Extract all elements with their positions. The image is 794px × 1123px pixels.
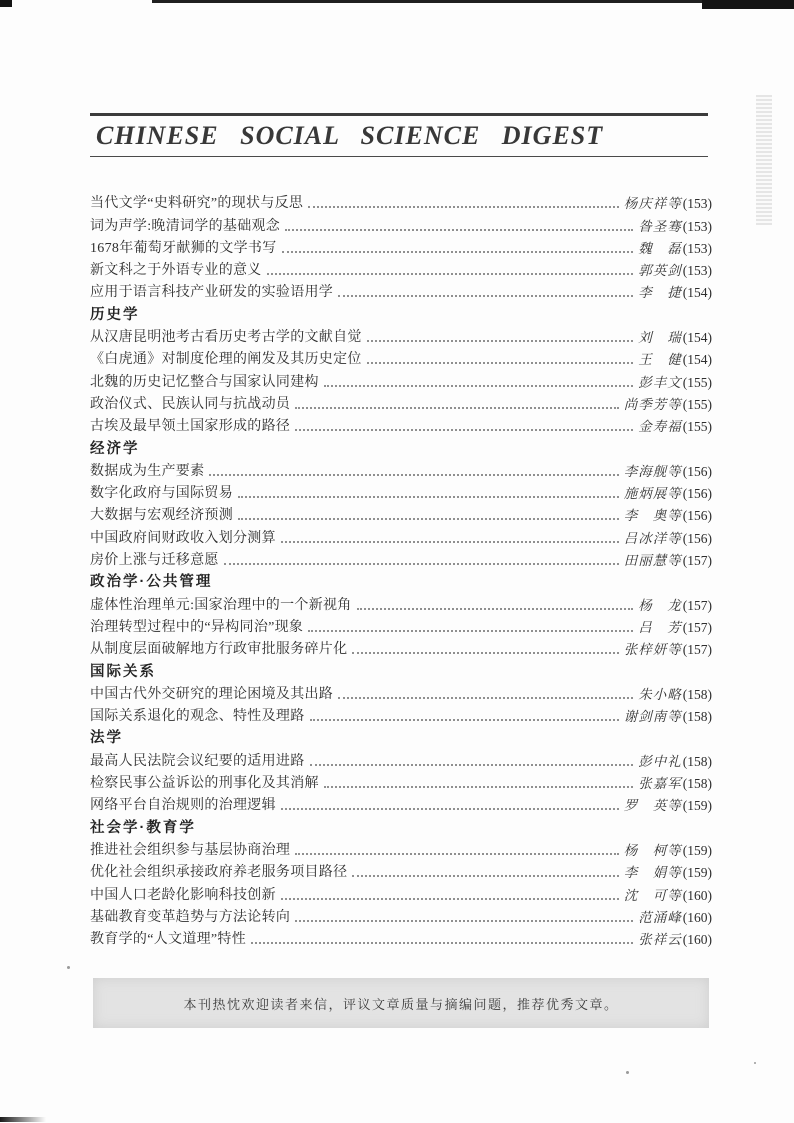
entry-title: 古埃及最早领土国家形成的路径 <box>90 419 291 435</box>
toc-entry <box>90 547 712 569</box>
dotted-leader <box>238 496 619 498</box>
scan-artifact-top-right <box>702 0 794 9</box>
toc-entry <box>90 747 712 769</box>
toc-entry <box>90 859 712 881</box>
entry-title: 优化社会组织承接政府养老服务项目路径 <box>90 865 348 881</box>
dotted-leader <box>310 719 619 721</box>
entry-title: 教育学的“人文道理”特性 <box>90 932 247 948</box>
entry-page: (155) <box>682 374 712 390</box>
entry-page: (158) <box>682 709 712 725</box>
toc-entry <box>90 346 712 368</box>
dotted-leader <box>295 920 633 922</box>
dotted-leader <box>251 942 633 944</box>
scan-speck <box>67 966 70 969</box>
entry-page: (159) <box>682 865 712 881</box>
dotted-leader <box>281 541 619 543</box>
entry-page: (158) <box>682 753 712 769</box>
entry-title: 从汉唐昆明池考古看历史考古学的文献自觉 <box>90 330 362 346</box>
entry-author: 罗 英等 <box>623 798 682 814</box>
dotted-leader <box>367 362 634 364</box>
scan-artifact-right-streak <box>756 95 772 225</box>
dotted-leader <box>338 697 633 699</box>
entry-title: 词为声学:晚清词学的基础观念 <box>90 218 281 234</box>
masthead <box>90 113 708 157</box>
toc-entry <box>90 636 712 658</box>
toc-entry <box>90 614 712 636</box>
entry-page: (157) <box>682 553 712 569</box>
entry-title: 新文科之于外语专业的意义 <box>90 263 262 279</box>
toc-entry <box>90 235 712 257</box>
entry-page: (157) <box>682 597 712 613</box>
entry-author: 张梓妍等 <box>623 642 682 658</box>
scan-speck <box>626 1071 629 1074</box>
entry-title: 检察民事公益诉讼的刑事化及其消解 <box>90 776 319 792</box>
entry-title: 治理转型过程中的“异构同治”现象 <box>90 619 304 635</box>
toc-entry <box>90 190 712 212</box>
entry-title: 中国古代外交研究的理论困境及其出路 <box>90 686 334 702</box>
toc-entry <box>90 391 712 413</box>
entry-author: 李 奥等 <box>623 508 682 524</box>
scan-artifact-bottom-left <box>0 1117 46 1122</box>
entry-title: 数字化政府与国际贸易 <box>90 486 233 502</box>
toc-list <box>90 190 712 948</box>
entry-page: (160) <box>682 932 712 948</box>
toc-entry <box>90 524 712 546</box>
dotted-leader <box>357 608 634 610</box>
entry-title: 北魏的历史记忆整合与国家认同建构 <box>90 374 319 390</box>
entry-title: 当代文学“史料研究”的现状与反思 <box>90 196 304 212</box>
dotted-leader <box>308 630 633 632</box>
dotted-leader <box>324 385 633 387</box>
dotted-leader <box>338 295 633 297</box>
entry-title: 1678年葡萄牙献狮的文学书写 <box>90 240 277 256</box>
entry-author: 张祥云 <box>638 932 682 948</box>
entry-author: 郭英剑 <box>638 263 682 279</box>
entry-author: 沈 可等 <box>623 887 682 903</box>
section-header: 社会学·教育学 <box>90 819 196 836</box>
entry-author: 吕 芳 <box>638 619 682 635</box>
entry-title: 政治仪式、民族认同与抗战动员 <box>90 396 291 412</box>
entry-page: (154) <box>682 352 712 368</box>
toc-entry <box>90 413 712 435</box>
entry-title: 推进社会组织参与基层协商治理 <box>90 842 291 858</box>
entry-author: 李 捷 <box>638 285 682 301</box>
section-header: 政治学·公共管理 <box>90 574 213 591</box>
reader-notice-box <box>93 978 709 1028</box>
entry-title: 《白虎通》对制度伦理的阐发及其历史定位 <box>90 352 362 368</box>
entry-page: (155) <box>682 419 712 435</box>
journal-title: CHINESE SOCIAL SCIENCE DIGEST <box>96 120 604 150</box>
dotted-leader <box>295 429 633 431</box>
entry-page: (156) <box>682 530 712 546</box>
scan-artifact-top-left <box>0 0 12 7</box>
entry-page: (157) <box>682 642 712 658</box>
entry-author: 施炳展等 <box>623 486 682 502</box>
entry-author: 田丽慧等 <box>623 553 682 569</box>
toc-entry <box>90 591 712 613</box>
entry-author: 吕冰洋等 <box>623 530 682 546</box>
toc-entry <box>90 212 712 234</box>
dotted-leader <box>367 340 634 342</box>
entry-author: 尚季芳等 <box>623 396 682 412</box>
toc-entry <box>90 324 712 346</box>
dotted-leader <box>281 898 619 900</box>
section-header: 法学 <box>90 730 123 747</box>
entry-title: 网络平台自治规则的治理逻辑 <box>90 798 276 814</box>
masthead-rule-bottom <box>90 156 708 158</box>
entry-author: 昝圣骞 <box>638 218 682 234</box>
toc-entry <box>90 458 712 480</box>
toc-entry <box>90 837 712 859</box>
section-header: 国际关系 <box>90 663 156 680</box>
toc-entry <box>90 368 712 390</box>
entry-author: 范涌峰 <box>638 909 682 925</box>
entry-author: 朱小略 <box>638 686 682 702</box>
entry-page: (156) <box>682 486 712 502</box>
toc-entry <box>90 279 712 301</box>
entry-author: 张嘉军 <box>638 776 682 792</box>
entry-page: (160) <box>682 909 712 925</box>
entry-author: 彭丰文 <box>638 374 682 390</box>
entry-page: (155) <box>682 396 712 412</box>
entry-page: (153) <box>682 196 712 212</box>
entry-page: (154) <box>682 330 712 346</box>
entry-author: 刘 瑞 <box>638 330 682 346</box>
dotted-leader <box>281 808 619 810</box>
entry-author: 王 健 <box>638 352 682 368</box>
entry-page: (158) <box>682 686 712 702</box>
dotted-leader <box>224 563 619 565</box>
entry-page: (158) <box>682 776 712 792</box>
entry-page: (159) <box>682 798 712 814</box>
scan-speck <box>754 1062 756 1064</box>
toc-entry <box>90 257 712 279</box>
toc-entry <box>90 703 712 725</box>
dotted-leader <box>282 251 634 253</box>
entry-page: (153) <box>682 218 712 234</box>
section-header: 历史学 <box>90 306 140 323</box>
entry-author: 谢剑南等 <box>623 709 682 725</box>
entry-author: 李海舰等 <box>623 463 682 479</box>
dotted-leader <box>285 229 633 231</box>
entry-title: 基础教育变革趋势与方法论转向 <box>90 909 291 925</box>
entry-page: (153) <box>682 240 712 256</box>
reader-notice-text: 本刊热忱欢迎读者来信，评议文章质量与摘编问题，推荐优秀文章。 <box>183 996 619 1012</box>
entry-page: (157) <box>682 619 712 635</box>
section-header: 经济学 <box>90 440 140 457</box>
entry-page: (156) <box>682 508 712 524</box>
toc-entry <box>90 480 712 502</box>
dotted-leader <box>352 652 618 654</box>
entry-title: 从制度层面破解地方行政审批服务碎片化 <box>90 642 348 658</box>
entry-author: 魏 磊 <box>638 240 682 256</box>
entry-title: 最高人民法院会议纪要的适用进路 <box>90 753 305 769</box>
dotted-leader <box>267 273 634 275</box>
dotted-leader <box>295 407 619 409</box>
entry-page: (159) <box>682 842 712 858</box>
entry-author: 杨 龙 <box>638 597 682 613</box>
entry-author: 彭中礼 <box>638 753 682 769</box>
entry-title: 中国政府间财政收入划分测算 <box>90 530 276 546</box>
entry-title: 大数据与宏观经济预测 <box>90 508 233 524</box>
entry-page: (156) <box>682 463 712 479</box>
dotted-leader <box>310 764 634 766</box>
entry-title: 国际关系退化的观念、特性及理路 <box>90 709 305 725</box>
dotted-leader <box>352 875 618 877</box>
entry-author: 金寿福 <box>638 419 682 435</box>
dotted-leader <box>308 206 619 208</box>
scan-artifact-top-strip <box>152 0 708 3</box>
toc-entry <box>90 904 712 926</box>
entry-title: 应用于语言科技产业研发的实验语用学 <box>90 285 334 301</box>
entry-title: 数据成为生产要素 <box>90 463 205 479</box>
entry-title: 虚体性治理单元:国家治理中的一个新视角 <box>90 597 352 613</box>
toc-entry <box>90 681 712 703</box>
dotted-leader <box>295 853 619 855</box>
toc-entry <box>90 926 712 948</box>
entry-author: 李 娟等 <box>623 865 682 881</box>
entry-page: (154) <box>682 285 712 301</box>
entry-title: 房价上涨与迁移意愿 <box>90 553 219 569</box>
dotted-leader <box>209 474 618 476</box>
toc-entry <box>90 881 712 903</box>
entry-page: (160) <box>682 887 712 903</box>
dotted-leader <box>324 786 633 788</box>
toc-entry <box>90 502 712 524</box>
entry-title: 中国人口老龄化影响科技创新 <box>90 887 276 903</box>
toc-entry <box>90 770 712 792</box>
dotted-leader <box>238 518 619 520</box>
toc-entry <box>90 792 712 814</box>
entry-page: (153) <box>682 263 712 279</box>
entry-author: 杨 柯等 <box>623 842 682 858</box>
entry-author: 杨庆祥等 <box>623 196 682 212</box>
